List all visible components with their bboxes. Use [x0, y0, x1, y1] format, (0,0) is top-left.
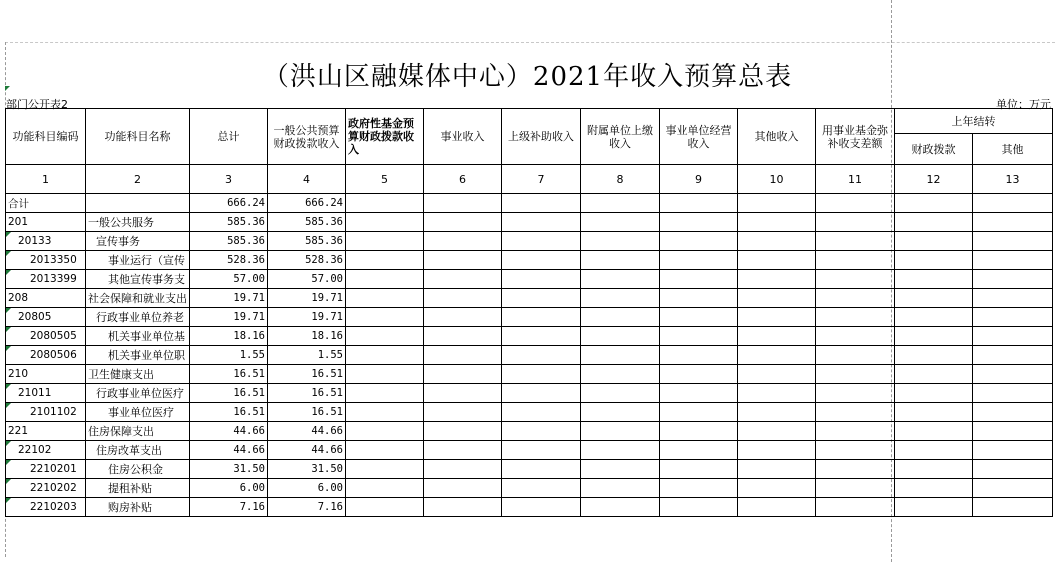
cell-name[interactable]: 一般公共服务	[86, 213, 190, 232]
cell-empty[interactable]	[816, 232, 895, 251]
cell-code[interactable]: 208	[6, 289, 86, 308]
cell-empty[interactable]	[424, 422, 502, 441]
cell-name[interactable]: 行政事业单位医疗	[86, 384, 190, 403]
cell-empty[interactable]	[895, 498, 973, 517]
cell-empty[interactable]	[660, 213, 738, 232]
cell-empty[interactable]	[424, 232, 502, 251]
cell-name[interactable]	[86, 194, 190, 213]
cell-empty[interactable]	[738, 251, 816, 270]
cell-empty[interactable]	[346, 213, 424, 232]
cell-empty[interactable]	[424, 498, 502, 517]
header-business[interactable]: 事业收入	[424, 109, 502, 165]
cell-total[interactable]: 57.00	[190, 270, 268, 289]
cell-empty[interactable]	[502, 422, 581, 441]
cell-empty[interactable]	[346, 327, 424, 346]
cell-name[interactable]: 提租补贴	[86, 479, 190, 498]
cell-empty[interactable]	[895, 365, 973, 384]
cell-empty[interactable]	[346, 498, 424, 517]
cell-name[interactable]: 住房改革支出	[86, 441, 190, 460]
col-number[interactable]: 10	[738, 165, 816, 194]
cell-code[interactable]: 201	[6, 213, 86, 232]
cell-empty[interactable]	[973, 441, 1053, 460]
table-row	[6, 479, 1053, 498]
cell-empty[interactable]	[581, 422, 660, 441]
cell-code[interactable]: 2210203	[6, 498, 86, 517]
cell-empty[interactable]	[973, 384, 1053, 403]
cell-empty[interactable]	[738, 213, 816, 232]
header-carryover-other[interactable]: 其他	[973, 134, 1053, 165]
col-number[interactable]: 5	[346, 165, 424, 194]
cell-empty[interactable]	[346, 441, 424, 460]
cell-empty[interactable]	[895, 422, 973, 441]
cell-empty[interactable]	[660, 270, 738, 289]
cell-code[interactable]: 20133	[6, 232, 86, 251]
cell-empty[interactable]	[895, 289, 973, 308]
cell-empty[interactable]	[502, 365, 581, 384]
table-row	[6, 270, 1053, 289]
cell-empty[interactable]	[346, 232, 424, 251]
cell-empty[interactable]	[660, 479, 738, 498]
cell-code[interactable]: 2210201	[6, 460, 86, 479]
cell-empty[interactable]	[581, 403, 660, 422]
table-row	[6, 403, 1053, 422]
table-row	[6, 289, 1053, 308]
cell-empty[interactable]	[816, 365, 895, 384]
table-row	[6, 460, 1053, 479]
cell-empty[interactable]	[424, 213, 502, 232]
cell-name[interactable]: 购房补贴	[86, 498, 190, 517]
cell-name[interactable]: 卫生健康支出	[86, 365, 190, 384]
cell-total[interactable]: 6.00	[190, 479, 268, 498]
page-break-top	[5, 42, 1055, 43]
cell-name[interactable]: 其他宣传事务支	[86, 270, 190, 289]
cell-empty[interactable]	[738, 403, 816, 422]
cell-empty[interactable]	[346, 251, 424, 270]
cell-total[interactable]: 16.51	[190, 384, 268, 403]
table-row	[6, 365, 1053, 384]
cell-empty[interactable]	[502, 498, 581, 517]
cell-empty[interactable]	[660, 403, 738, 422]
cell-general[interactable]: 585.36	[268, 213, 346, 232]
cell-empty[interactable]	[895, 384, 973, 403]
cell-general[interactable]: 16.51	[268, 384, 346, 403]
header-other-income[interactable]: 其他收入	[738, 109, 816, 165]
cell-empty[interactable]	[816, 327, 895, 346]
cell-empty[interactable]	[346, 403, 424, 422]
cell-empty[interactable]	[502, 194, 581, 213]
cell-code[interactable]: 221	[6, 422, 86, 441]
cell-empty[interactable]	[973, 422, 1053, 441]
cell-total[interactable]: 16.51	[190, 365, 268, 384]
table-row	[6, 384, 1053, 403]
table-row	[6, 327, 1053, 346]
cell-empty[interactable]	[502, 384, 581, 403]
cell-empty[interactable]	[816, 346, 895, 365]
cell-empty[interactable]	[424, 403, 502, 422]
cell-empty[interactable]	[895, 232, 973, 251]
cell-empty[interactable]	[973, 251, 1053, 270]
cell-empty[interactable]	[502, 270, 581, 289]
cell-general[interactable]: 44.66	[268, 441, 346, 460]
col-number[interactable]: 6	[424, 165, 502, 194]
cell-empty[interactable]	[895, 479, 973, 498]
cell-empty[interactable]	[895, 460, 973, 479]
cell-empty[interactable]	[424, 251, 502, 270]
table-row	[6, 194, 1053, 213]
col-number[interactable]: 11	[816, 165, 895, 194]
col-number[interactable]: 2	[86, 165, 190, 194]
cell-code[interactable]: 2101102	[6, 403, 86, 422]
cell-total[interactable]: 19.71	[190, 289, 268, 308]
cell-empty[interactable]	[660, 365, 738, 384]
cell-total[interactable]: 1.55	[190, 346, 268, 365]
cell-empty[interactable]	[581, 289, 660, 308]
cell-empty[interactable]	[738, 422, 816, 441]
cell-name[interactable]: 机关事业单位基	[86, 327, 190, 346]
cell-empty[interactable]	[973, 270, 1053, 289]
cell-empty[interactable]	[346, 346, 424, 365]
cell-empty[interactable]	[581, 479, 660, 498]
cell-empty[interactable]	[895, 194, 973, 213]
header-gov-fund[interactable]: 政府性基金预算财政拨款收入	[346, 109, 424, 165]
dept-label: 部门公开表2	[6, 98, 68, 111]
cell-empty[interactable]	[424, 460, 502, 479]
unit-label: 单位：万元	[996, 98, 1051, 111]
cell-empty[interactable]	[660, 327, 738, 346]
cell-code[interactable]: 22102	[6, 441, 86, 460]
cell-empty[interactable]	[581, 441, 660, 460]
cell-general[interactable]: 19.71	[268, 308, 346, 327]
cell-empty[interactable]	[895, 346, 973, 365]
header-fund-balance[interactable]: 用事业基金弥补收支差额	[816, 109, 895, 165]
cell-empty[interactable]	[346, 479, 424, 498]
cell-empty[interactable]	[502, 232, 581, 251]
cell-empty[interactable]	[738, 194, 816, 213]
cell-name[interactable]: 住房公积金	[86, 460, 190, 479]
cell-empty[interactable]	[973, 289, 1053, 308]
cell-empty[interactable]	[424, 327, 502, 346]
cell-empty[interactable]	[973, 460, 1053, 479]
cell-empty[interactable]	[895, 308, 973, 327]
header-general[interactable]: 一般公共预算财政拨款收入	[268, 109, 346, 165]
cell-empty[interactable]	[346, 270, 424, 289]
cell-empty[interactable]	[738, 270, 816, 289]
col-number[interactable]: 12	[895, 165, 973, 194]
cell-empty[interactable]	[816, 403, 895, 422]
header-code[interactable]: 功能科目编码	[6, 109, 86, 165]
cell-empty[interactable]	[895, 327, 973, 346]
header-carryover[interactable]: 上年结转	[895, 109, 1053, 134]
cell-empty[interactable]	[738, 441, 816, 460]
cell-empty[interactable]	[660, 346, 738, 365]
cell-empty[interactable]	[502, 308, 581, 327]
cell-total[interactable]: 666.24	[190, 194, 268, 213]
cell-empty[interactable]	[816, 441, 895, 460]
table-row	[6, 498, 1053, 517]
cell-code[interactable]: 21011	[6, 384, 86, 403]
cell-marker-icon	[5, 86, 10, 91]
cell-name[interactable]: 事业单位医疗	[86, 403, 190, 422]
cell-empty[interactable]	[973, 194, 1053, 213]
cell-general[interactable]: 44.66	[268, 422, 346, 441]
cell-name[interactable]: 社会保障和就业支出	[86, 289, 190, 308]
cell-code[interactable]: 2080506	[6, 346, 86, 365]
cell-empty[interactable]	[816, 289, 895, 308]
cell-name[interactable]: 住房保障支出	[86, 422, 190, 441]
cell-empty[interactable]	[738, 289, 816, 308]
cell-empty[interactable]	[581, 460, 660, 479]
cell-empty[interactable]	[738, 384, 816, 403]
cell-empty[interactable]	[738, 232, 816, 251]
cell-total[interactable]: 585.36	[190, 213, 268, 232]
cell-empty[interactable]	[738, 346, 816, 365]
col-number[interactable]: 7	[502, 165, 581, 194]
cell-empty[interactable]	[346, 308, 424, 327]
cell-empty[interactable]	[346, 384, 424, 403]
cell-empty[interactable]	[581, 308, 660, 327]
cell-empty[interactable]	[346, 365, 424, 384]
cell-code[interactable]: 2013399	[6, 270, 86, 289]
cell-empty[interactable]	[346, 460, 424, 479]
cell-total[interactable]: 16.51	[190, 403, 268, 422]
cell-empty[interactable]	[424, 365, 502, 384]
cell-empty[interactable]	[660, 194, 738, 213]
cell-empty[interactable]	[502, 327, 581, 346]
cell-empty[interactable]	[581, 232, 660, 251]
cell-empty[interactable]	[738, 479, 816, 498]
cell-total[interactable]: 585.36	[190, 232, 268, 251]
cell-general[interactable]: 528.36	[268, 251, 346, 270]
page-title: （洪山区融媒体中心）2021年收入预算总表	[262, 62, 793, 92]
table-row	[6, 232, 1053, 251]
cell-empty[interactable]	[660, 498, 738, 517]
table-row	[6, 213, 1053, 232]
cell-empty[interactable]	[895, 251, 973, 270]
cell-empty[interactable]	[816, 194, 895, 213]
cell-empty[interactable]	[660, 460, 738, 479]
cell-empty[interactable]	[502, 251, 581, 270]
cell-empty[interactable]	[895, 441, 973, 460]
cell-general[interactable]: 19.71	[268, 289, 346, 308]
cell-empty[interactable]	[581, 194, 660, 213]
cell-empty[interactable]	[346, 422, 424, 441]
cell-empty[interactable]	[346, 194, 424, 213]
cell-general[interactable]: 1.55	[268, 346, 346, 365]
cell-code[interactable]: 2080505	[6, 327, 86, 346]
col-number[interactable]: 3	[190, 165, 268, 194]
cell-total[interactable]: 7.16	[190, 498, 268, 517]
cell-empty[interactable]	[816, 479, 895, 498]
cell-empty[interactable]	[581, 384, 660, 403]
cell-total[interactable]: 19.71	[190, 308, 268, 327]
cell-empty[interactable]	[816, 308, 895, 327]
cell-empty[interactable]	[424, 194, 502, 213]
cell-code[interactable]: 2210202	[6, 479, 86, 498]
table-row	[6, 308, 1053, 327]
col-number[interactable]: 1	[6, 165, 86, 194]
cell-empty[interactable]	[738, 365, 816, 384]
cell-empty[interactable]	[816, 251, 895, 270]
cell-empty[interactable]	[973, 403, 1053, 422]
cell-empty[interactable]	[895, 213, 973, 232]
cell-empty[interactable]	[424, 384, 502, 403]
cell-total[interactable]: 528.36	[190, 251, 268, 270]
header-row-1	[6, 109, 1053, 134]
cell-empty[interactable]	[424, 479, 502, 498]
cell-general[interactable]: 585.36	[268, 232, 346, 251]
cell-empty[interactable]	[973, 232, 1053, 251]
cell-empty[interactable]	[502, 441, 581, 460]
cell-empty[interactable]	[502, 479, 581, 498]
cell-empty[interactable]	[346, 289, 424, 308]
cell-empty[interactable]	[581, 213, 660, 232]
cell-total[interactable]: 44.66	[190, 422, 268, 441]
cell-empty[interactable]	[502, 289, 581, 308]
cell-empty[interactable]	[581, 498, 660, 517]
cell-name[interactable]: 事业运行（宣传	[86, 251, 190, 270]
cell-empty[interactable]	[424, 346, 502, 365]
cell-empty[interactable]	[973, 308, 1053, 327]
col-number[interactable]: 13	[973, 165, 1053, 194]
cell-empty[interactable]	[660, 384, 738, 403]
cell-empty[interactable]	[581, 251, 660, 270]
cell-empty[interactable]	[973, 327, 1053, 346]
col-number[interactable]: 4	[268, 165, 346, 194]
table-row	[6, 346, 1053, 365]
cell-total[interactable]: 31.50	[190, 460, 268, 479]
budget-table	[5, 108, 1053, 517]
header-total[interactable]: 总计	[190, 109, 268, 165]
cell-empty[interactable]	[816, 422, 895, 441]
cell-empty[interactable]	[424, 270, 502, 289]
cell-empty[interactable]	[973, 213, 1053, 232]
cell-empty[interactable]	[660, 441, 738, 460]
table-row	[6, 441, 1053, 460]
cell-empty[interactable]	[660, 251, 738, 270]
cell-empty[interactable]	[660, 232, 738, 251]
cell-empty[interactable]	[502, 346, 581, 365]
column-number-row	[6, 165, 1053, 194]
cell-empty[interactable]	[816, 384, 895, 403]
cell-empty[interactable]	[660, 289, 738, 308]
col-number[interactable]: 9	[660, 165, 738, 194]
cell-empty[interactable]	[895, 270, 973, 289]
col-number[interactable]: 8	[581, 165, 660, 194]
cell-empty[interactable]	[895, 403, 973, 422]
cell-general[interactable]: 16.51	[268, 365, 346, 384]
table-row	[6, 422, 1053, 441]
cell-code[interactable]: 2013350	[6, 251, 86, 270]
cell-empty[interactable]	[502, 403, 581, 422]
cell-empty[interactable]	[816, 213, 895, 232]
cell-empty[interactable]	[738, 308, 816, 327]
cell-empty[interactable]	[816, 498, 895, 517]
table-row	[6, 251, 1053, 270]
header-name[interactable]: 功能科目名称	[86, 109, 190, 165]
header-operating[interactable]: 事业单位经营收入	[660, 109, 738, 165]
cell-general[interactable]: 57.00	[268, 270, 346, 289]
cell-empty[interactable]	[424, 308, 502, 327]
cell-empty[interactable]	[581, 270, 660, 289]
header-superior[interactable]: 上级补助收入	[502, 109, 581, 165]
cell-empty[interactable]	[973, 498, 1053, 517]
cell-name[interactable]: 行政事业单位养老	[86, 308, 190, 327]
cell-empty[interactable]	[738, 327, 816, 346]
cell-general[interactable]: 6.00	[268, 479, 346, 498]
cell-general[interactable]: 31.50	[268, 460, 346, 479]
cell-empty[interactable]	[502, 213, 581, 232]
cell-general[interactable]: 7.16	[268, 498, 346, 517]
cell-empty[interactable]	[973, 365, 1053, 384]
cell-general[interactable]: 666.24	[268, 194, 346, 213]
cell-code[interactable]: 20805	[6, 308, 86, 327]
cell-total[interactable]: 44.66	[190, 441, 268, 460]
cell-name[interactable]: 机关事业单位职	[86, 346, 190, 365]
cell-empty[interactable]	[816, 460, 895, 479]
header-affiliate[interactable]: 附属单位上缴收入	[581, 109, 660, 165]
cell-name[interactable]: 宣传事务	[86, 232, 190, 251]
cell-empty[interactable]	[581, 365, 660, 384]
cell-empty[interactable]	[424, 289, 502, 308]
cell-empty[interactable]	[973, 479, 1053, 498]
cell-general[interactable]: 18.16	[268, 327, 346, 346]
cell-empty[interactable]	[502, 460, 581, 479]
header-carryover-fiscal[interactable]: 财政拨款	[895, 134, 973, 165]
cell-empty[interactable]	[581, 346, 660, 365]
cell-empty[interactable]	[738, 498, 816, 517]
cell-total[interactable]: 18.16	[190, 327, 268, 346]
cell-code[interactable]: 合计	[6, 194, 86, 213]
cell-empty[interactable]	[581, 327, 660, 346]
cell-empty[interactable]	[738, 460, 816, 479]
cell-empty[interactable]	[816, 270, 895, 289]
cell-code[interactable]: 210	[6, 365, 86, 384]
cell-general[interactable]: 16.51	[268, 403, 346, 422]
cell-empty[interactable]	[660, 422, 738, 441]
cell-empty[interactable]	[973, 346, 1053, 365]
cell-empty[interactable]	[424, 441, 502, 460]
cell-empty[interactable]	[660, 308, 738, 327]
